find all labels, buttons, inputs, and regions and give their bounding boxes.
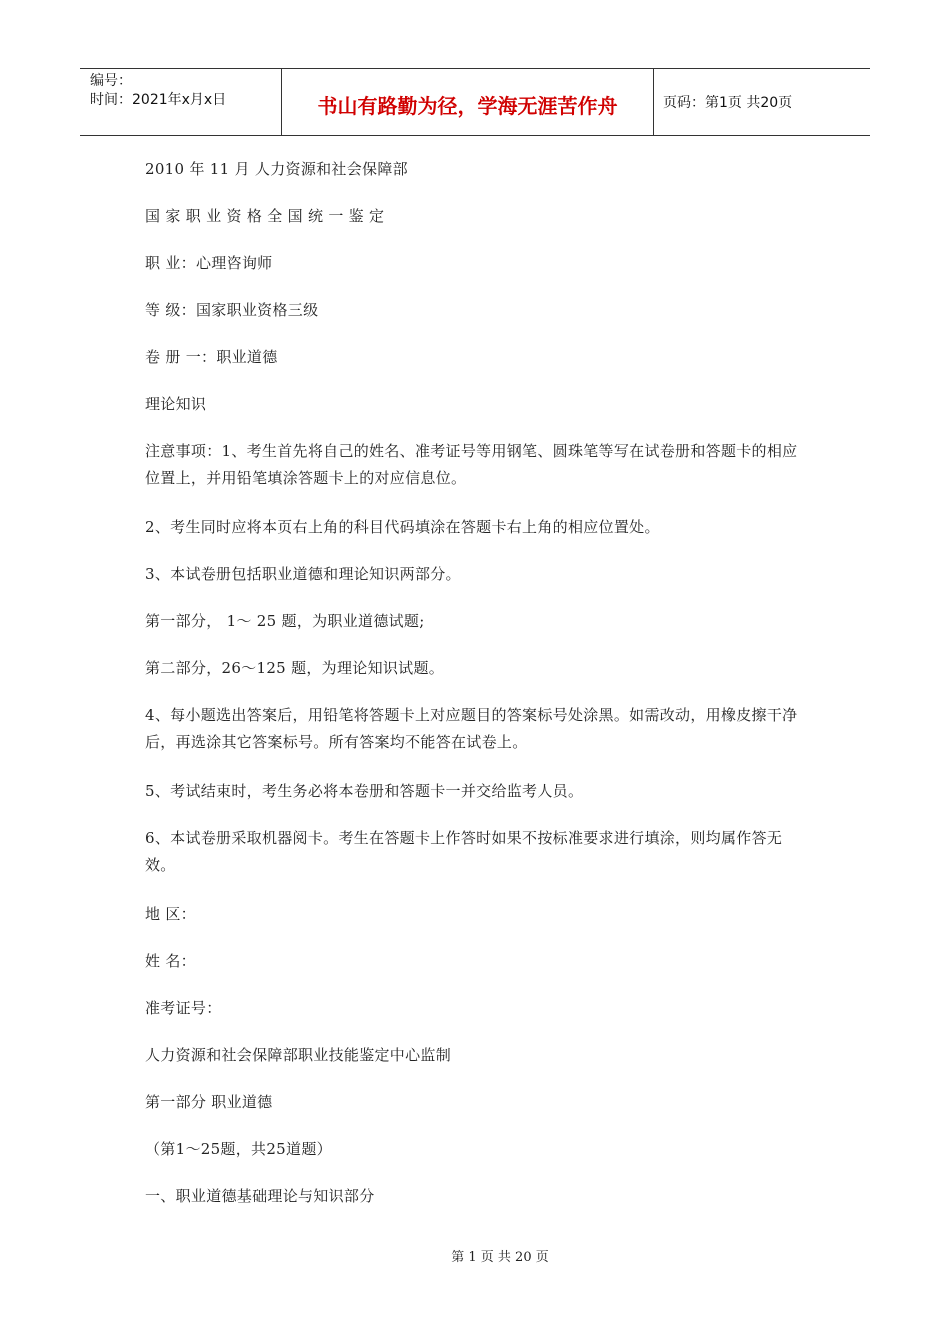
paragraph-section-title: 一、职业道德基础理论与知识部分 [145, 1187, 375, 1205]
paragraph-notice-1: 注意事项：1、考生首先将自己的姓名、准考证号等用钢笔、圆珠笔等写在试卷册和答题卡的相应位置上，并用铅笔填涂答题卡上的对应信息位。 [145, 442, 798, 487]
document-header [80, 68, 870, 136]
header-meta [80, 69, 282, 135]
paragraph-occupation: 职 业：心理咨询师 [145, 254, 273, 272]
header-page-info: 页码：第1页 共20页 [663, 95, 793, 111]
paragraph-part-one-title: 第一部分 职业道德 [145, 1093, 273, 1111]
date-label: 时间：2021年x月x日 [90, 92, 227, 108]
paragraph-notice-4: 4、每小题选出答案后，用铅笔将答题卡上对应题目的答案标号处涂黑。如需改动，用橡皮擦干净后，再选涂其它答案标号。所有答案均不能答在试卷上。 [145, 706, 798, 751]
paragraph-level: 等 级：国家职业资格三级 [145, 301, 319, 319]
paragraph-exam-title: 国 家 职 业 资 格 全 国 统 一 鉴 定 [145, 207, 385, 225]
paragraph-part-2: 第二部分，26～125 题，为理论知识试题。 [145, 659, 445, 677]
paragraph-notice-5: 5、考试结束时，考生务必将本卷册和答题卡一并交给监考人员。 [145, 782, 584, 800]
paragraph-region: 地 区： [145, 905, 196, 923]
paragraph-notice-2: 2、考生同时应将本页右上角的科目代码填涂在答题卡右上角的相应位置处。 [145, 518, 660, 536]
paragraph-notice-3: 3、本试卷册包括职业道德和理论知识两部分。 [145, 565, 461, 583]
paragraph-admission-number: 准考证号： [145, 999, 222, 1017]
page-footer: 第 1 页 共 20 页 [451, 1250, 549, 1265]
paragraph-name: 姓 名： [145, 952, 196, 970]
serial-number-label: 编号： [90, 73, 132, 89]
paragraph-issuer: 人力资源和社会保障部职业技能鉴定中心监制 [145, 1046, 452, 1064]
paragraph-question-range: （第1～25题，共25道题） [145, 1140, 332, 1158]
paragraph-theory: 理论知识 [145, 395, 207, 413]
paragraph-part-1: 第一部分， 1～ 25 题，为职业道德试题; [145, 612, 425, 630]
paragraph-notice-6: 6、本试卷册采取机器阅卡。考生在答题卡上作答时如果不按标准要求进行填涂，则均属作答无效。 [145, 829, 783, 874]
paragraph-volume: 卷 册 一：职业道德 [145, 348, 278, 366]
header-motto: 书山有路勤为径，学海无涯苦作舟 [282, 69, 654, 135]
document-body [145, 156, 800, 1210]
paragraph-date: 2010 年 11 月 人力资源和社会保障部 [145, 160, 408, 178]
